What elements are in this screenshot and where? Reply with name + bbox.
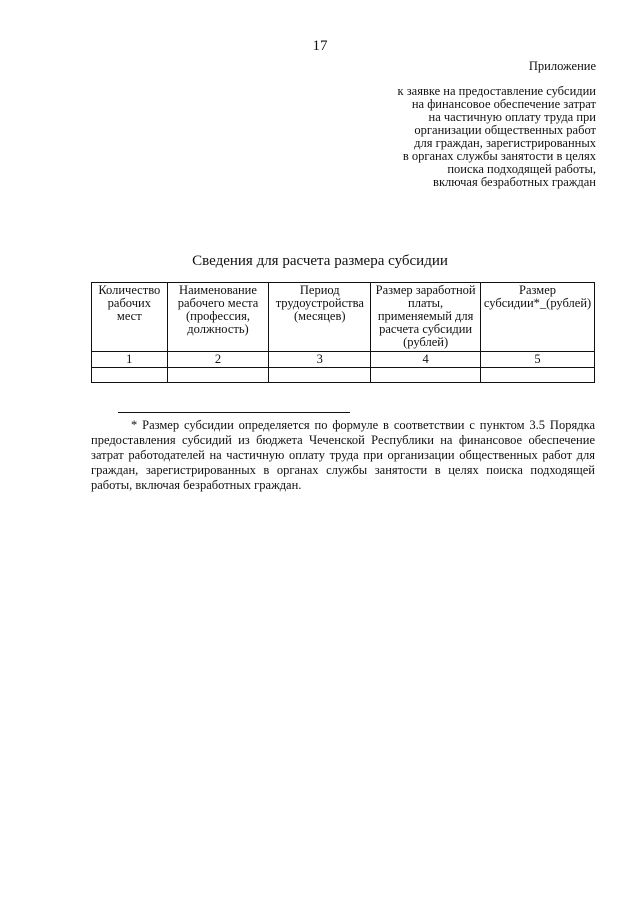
appendix-line: для граждан, зарегистрированных xyxy=(414,136,596,150)
page-number: 17 xyxy=(312,38,328,54)
appendix-line: поиска подходящей работы, xyxy=(447,162,596,176)
appendix-line: организации общественных работ xyxy=(414,123,596,137)
column-number: 2 xyxy=(167,352,269,368)
table-row xyxy=(92,368,595,383)
table-cell xyxy=(167,368,269,383)
footnote: * Размер субсидии определяется по формуле в соответствии с пунктом 3.5 Порядка предоставления субсидий из бюджета Чеченской Республики на финансовое обеспечение затрат работодателей на частичную оплату труда при организации общественных работ для граждан, зарегистрированных в органах службы занятости в целях поиска подходящей работы, включая безработных граждан. xyxy=(91,418,595,492)
table-cell xyxy=(371,368,481,383)
document-title: Сведения для расчета размера субсидии xyxy=(192,253,448,269)
column-header-period: Период трудоустройства (месяцев) xyxy=(269,283,371,352)
column-header-position: Наименование рабочего места (профессия, должность) xyxy=(167,283,269,352)
column-number: 4 xyxy=(371,352,481,368)
table-header-row xyxy=(92,283,595,352)
appendix-line: включая безработных граждан xyxy=(433,175,596,189)
appendix-block xyxy=(336,60,596,189)
table-cell xyxy=(92,368,168,383)
subsidy-table xyxy=(91,282,595,383)
appendix-title: Приложение xyxy=(528,59,596,73)
column-number: 1 xyxy=(92,352,168,368)
column-header-subsidy: Размер субсидии*_(рублей) xyxy=(481,283,595,352)
appendix-line: на частичную оплату труда при xyxy=(428,110,596,124)
appendix-line: на финансовое обеспечение затрат xyxy=(411,97,596,111)
column-number: 5 xyxy=(481,352,595,368)
appendix-line: к заявке на предоставление субсидии xyxy=(397,84,596,98)
column-header-workplaces: Количество рабочих мест xyxy=(92,283,168,352)
appendix-line: в органах службы занятости в целях xyxy=(402,149,596,163)
table-number-row xyxy=(92,352,595,368)
footnote-separator xyxy=(118,412,350,413)
table-cell xyxy=(481,368,595,383)
column-header-salary: Размер заработной платы, применяемый для расчета субсидии (рублей) xyxy=(371,283,481,352)
table-cell xyxy=(269,368,371,383)
column-number: 3 xyxy=(269,352,371,368)
